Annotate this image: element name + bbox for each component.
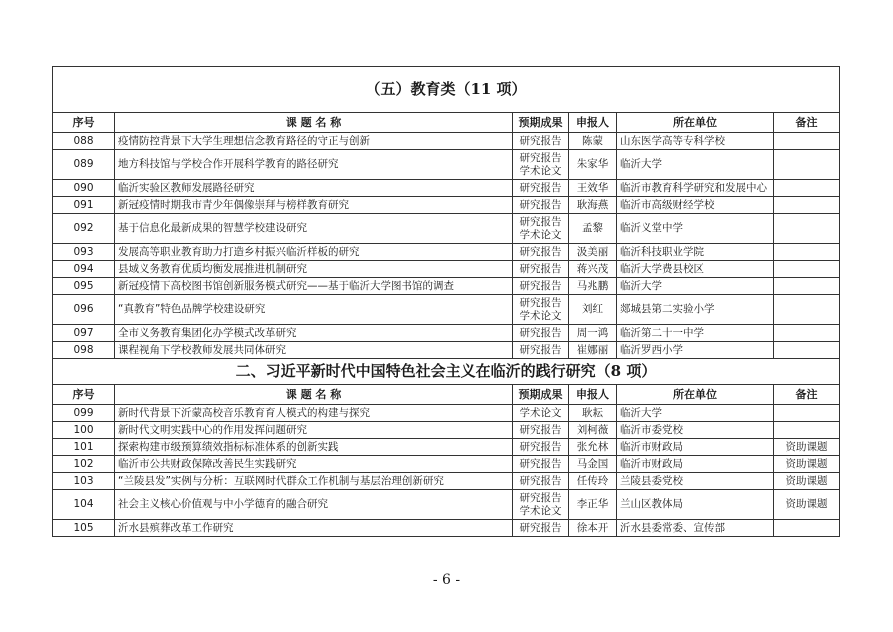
header-no: 序号 (53, 385, 115, 405)
outcome-item: 学术论文 (519, 504, 562, 517)
cell-outcome (513, 278, 569, 295)
cell-applicant: 王效华 (569, 180, 617, 197)
cell-no: 105 (53, 520, 115, 537)
cell-outcome (513, 197, 569, 214)
cell-applicant: 李正华 (569, 490, 617, 520)
cell-no: 097 (53, 325, 115, 342)
cell-no: 088 (53, 133, 115, 150)
cell-title: 新冠疫情时期我市青少年偶像崇拜与榜样教育研究 (115, 197, 513, 214)
cell-applicant: 马金国 (569, 456, 617, 473)
cell-no: 102 (53, 456, 115, 473)
header-applicant: 申报人 (569, 385, 617, 405)
table-row (53, 214, 840, 244)
header-note: 备注 (774, 385, 840, 405)
cell-unit: 兰陵县委党校 (617, 473, 774, 490)
outcome-item: 研究报告 (519, 440, 562, 453)
cell-no: 104 (53, 490, 115, 520)
cell-no: 101 (53, 439, 115, 456)
header-title: 课 题 名 称 (115, 113, 513, 133)
outcome-item: 研究报告 (519, 296, 562, 309)
cell-applicant: 徐本开 (569, 520, 617, 537)
table-row (53, 325, 840, 342)
cell-applicant: 朱家华 (569, 150, 617, 180)
cell-outcome (513, 295, 569, 325)
cell-note (774, 180, 840, 197)
cell-applicant: 崔娜丽 (569, 342, 617, 359)
cell-note (774, 295, 840, 325)
header-outcome: 预期成果 (513, 113, 569, 133)
cell-applicant: 陈蒙 (569, 133, 617, 150)
cell-no: 093 (53, 244, 115, 261)
cell-applicant: 耿海燕 (569, 197, 617, 214)
table-row (53, 133, 840, 150)
cell-title: “真教育”特色品牌学校建设研究 (115, 295, 513, 325)
outcome-item: 研究报告 (519, 521, 562, 534)
cell-title: 新时代背景下沂蒙高校音乐教育育人模式的构建与探究 (115, 405, 513, 422)
header-outcome: 预期成果 (513, 385, 569, 405)
table-row (53, 244, 840, 261)
header-note: 备注 (774, 113, 840, 133)
outcome-item: 研究报告 (519, 343, 562, 356)
cell-note (774, 278, 840, 295)
header-unit: 所在单位 (617, 385, 774, 405)
cell-note (774, 244, 840, 261)
header-applicant: 申报人 (569, 113, 617, 133)
header-no: 序号 (53, 113, 115, 133)
cell-outcome (513, 422, 569, 439)
outcome-item: 研究报告 (519, 198, 562, 211)
cell-applicant: 刘红 (569, 295, 617, 325)
cell-note (774, 405, 840, 422)
cell-applicant: 汲美丽 (569, 244, 617, 261)
cell-applicant: 任传玲 (569, 473, 617, 490)
table-row (53, 180, 840, 197)
cell-outcome (513, 405, 569, 422)
cell-outcome (513, 490, 569, 520)
cell-no: 099 (53, 405, 115, 422)
outcome-item: 研究报告 (519, 262, 562, 275)
cell-title: 基于信息化最新成果的智慧学校建设研究 (115, 214, 513, 244)
section-title: 二、习近平新时代中国特色社会主义在临沂的践行研究（8 项） (53, 359, 840, 385)
outcome-item: 研究报告 (519, 279, 562, 292)
cell-title: 县域义务教育优质均衡发展推进机制研究 (115, 261, 513, 278)
cell-unit: 兰山区教体局 (617, 490, 774, 520)
table-row (53, 342, 840, 359)
cell-title: 临沂实验区教师发展路径研究 (115, 180, 513, 197)
cell-note (774, 422, 840, 439)
cell-outcome (513, 261, 569, 278)
table-row (53, 295, 840, 325)
project-table (52, 66, 840, 537)
cell-note (774, 325, 840, 342)
table-row (53, 405, 840, 422)
cell-unit: 临沂第二十一中学 (617, 325, 774, 342)
outcome-item: 研究报告 (519, 457, 562, 470)
cell-unit: 临沂义堂中学 (617, 214, 774, 244)
table-row (53, 439, 840, 456)
cell-note (774, 133, 840, 150)
cell-no: 103 (53, 473, 115, 490)
cell-applicant: 孟黎 (569, 214, 617, 244)
cell-no: 100 (53, 422, 115, 439)
cell-title: 临沂市公共财政保障改善民生实践研究 (115, 456, 513, 473)
cell-title: 沂水县殡葬改革工作研究 (115, 520, 513, 537)
header-title: 课 题 名 称 (115, 385, 513, 405)
cell-note (774, 197, 840, 214)
cell-unit: 临沂市财政局 (617, 456, 774, 473)
cell-unit: 临沂大学 (617, 278, 774, 295)
outcome-item: 学术论文 (519, 228, 562, 241)
outcome-item: 学术论文 (519, 164, 562, 177)
cell-unit: 沂水县委常委、宣传部 (617, 520, 774, 537)
cell-outcome (513, 244, 569, 261)
cell-no: 092 (53, 214, 115, 244)
cell-outcome (513, 180, 569, 197)
cell-outcome (513, 520, 569, 537)
table-row (53, 490, 840, 520)
outcome-item: 研究报告 (519, 215, 562, 228)
outcome-item: 学术论文 (519, 406, 562, 419)
cell-outcome (513, 342, 569, 359)
outcome-item: 研究报告 (519, 326, 562, 339)
cell-applicant: 张允林 (569, 439, 617, 456)
cell-title: 发展高等职业教育助力打造乡村振兴临沂样板的研究 (115, 244, 513, 261)
cell-no: 095 (53, 278, 115, 295)
outcome-item: 研究报告 (519, 491, 562, 504)
cell-note (774, 214, 840, 244)
outcome-item: 研究报告 (519, 134, 562, 147)
cell-unit: 临沂大学费县校区 (617, 261, 774, 278)
cell-title: 探索构建市级预算绩效指标标准体系的创新实践 (115, 439, 513, 456)
cell-unit: 临沂市高级财经学校 (617, 197, 774, 214)
table-row (53, 473, 840, 490)
cell-outcome (513, 325, 569, 342)
outcome-item: 学术论文 (519, 309, 562, 322)
cell-unit: 临沂罗西小学 (617, 342, 774, 359)
page-number: - 6 - (432, 572, 461, 588)
cell-title: 新时代文明实践中心的作用发挥问题研究 (115, 422, 513, 439)
table-row (53, 278, 840, 295)
cell-applicant: 耿耘 (569, 405, 617, 422)
cell-no: 089 (53, 150, 115, 180)
cell-unit: 临沂市教育科学研究和发展中心 (617, 180, 774, 197)
cell-no: 096 (53, 295, 115, 325)
cell-title: 新冠疫情下高校图书馆创新服务模式研究——基于临沂大学图书馆的调查 (115, 278, 513, 295)
outcome-item: 研究报告 (519, 151, 562, 164)
outcome-item: 研究报告 (519, 245, 562, 258)
cell-no: 098 (53, 342, 115, 359)
cell-note: 资助课题 (774, 439, 840, 456)
outcome-item: 研究报告 (519, 474, 562, 487)
cell-title: 地方科技馆与学校合作开展科学教育的路径研究 (115, 150, 513, 180)
outcome-item: 研究报告 (519, 181, 562, 194)
cell-note (774, 520, 840, 537)
section-title: （五）教育类（11 项） (53, 67, 840, 113)
cell-unit: 临沂市财政局 (617, 439, 774, 456)
cell-unit: 郯城县第二实验小学 (617, 295, 774, 325)
cell-title: 疫情防控背景下大学生理想信念教育路径的守正与创新 (115, 133, 513, 150)
cell-no: 094 (53, 261, 115, 278)
cell-title: “兰陵县发”实例与分析：互联网时代群众工作机制与基层治理创新研究 (115, 473, 513, 490)
cell-title: 社会主义核心价值观与中小学德育的融合研究 (115, 490, 513, 520)
table-row (53, 150, 840, 180)
cell-applicant: 马兆鹏 (569, 278, 617, 295)
cell-note (774, 342, 840, 359)
cell-no: 090 (53, 180, 115, 197)
table-row (53, 261, 840, 278)
cell-note (774, 261, 840, 278)
cell-outcome (513, 214, 569, 244)
header-unit: 所在单位 (617, 113, 774, 133)
cell-note: 资助课题 (774, 473, 840, 490)
cell-unit: 山东医学高等专科学校 (617, 133, 774, 150)
cell-unit: 临沂科技职业学院 (617, 244, 774, 261)
cell-applicant: 蒋兴茂 (569, 261, 617, 278)
cell-outcome (513, 473, 569, 490)
cell-outcome (513, 150, 569, 180)
cell-outcome (513, 439, 569, 456)
outcome-item: 研究报告 (519, 423, 562, 436)
cell-applicant: 刘柯薇 (569, 422, 617, 439)
cell-note: 资助课题 (774, 490, 840, 520)
cell-title: 全市义务教育集团化办学模式改革研究 (115, 325, 513, 342)
table-row (53, 422, 840, 439)
table-row (53, 456, 840, 473)
table-row (53, 520, 840, 537)
cell-note: 资助课题 (774, 456, 840, 473)
cell-outcome (513, 456, 569, 473)
cell-note (774, 150, 840, 180)
cell-no: 091 (53, 197, 115, 214)
cell-title: 课程视角下学校教师发展共同体研究 (115, 342, 513, 359)
cell-outcome (513, 133, 569, 150)
table-row (53, 197, 840, 214)
cell-applicant: 周一鸿 (569, 325, 617, 342)
cell-unit: 临沂大学 (617, 150, 774, 180)
cell-unit: 临沂大学 (617, 405, 774, 422)
cell-unit: 临沂市委党校 (617, 422, 774, 439)
